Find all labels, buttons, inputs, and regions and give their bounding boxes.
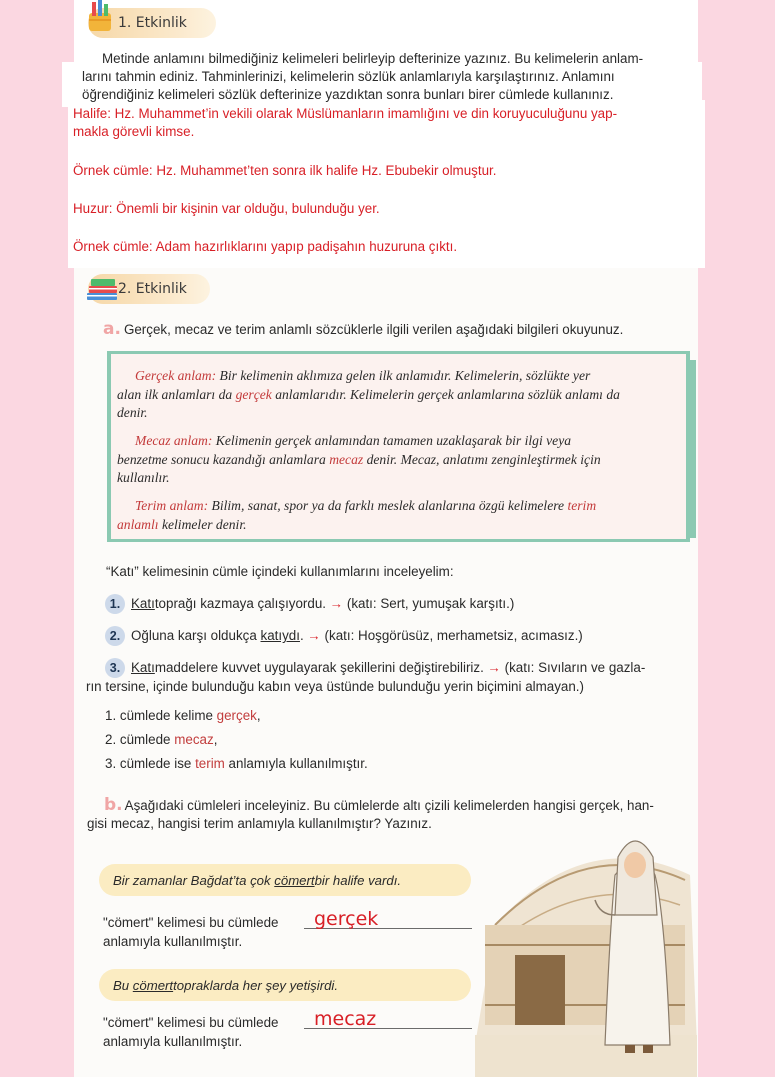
fill-2-post: anlamıyla kullanılmıştır. <box>103 1034 243 1049</box>
fill-1-post: anlamıyla kullanılmıştır. <box>103 934 243 949</box>
real-line2a: alan ilk anlamları da <box>117 386 236 402</box>
activity1-instructions <box>82 50 692 104</box>
example-2 <box>105 626 583 646</box>
kati-intro: “Katı” kelimesinin cümle içindeki kullanımlarını inceleyelim: <box>106 564 454 579</box>
summary-text: 3. cümlede ise <box>105 756 196 771</box>
sentence-1 <box>99 864 471 896</box>
intro-line-3: öğrendiğiniz kelimeleri sözlük defterinize yazdıktan sonra bunları birer cümlede kullanınız. <box>82 87 614 102</box>
example-number: 3. <box>105 658 125 678</box>
box-shadow-bar <box>690 360 696 538</box>
summary-1 <box>105 707 261 725</box>
huzur-definition: Huzur: Önemli bir kişinin var olduğu, bulunduğu yer. <box>73 201 380 216</box>
summary-post: anlamıyla kullanılmıştır. <box>224 756 368 771</box>
yurt-woman-illustration <box>475 805 697 1077</box>
intro-line-1: Metinde anlamını bilmediğiniz kelimeleri belirleyip defterinize yazınız. Bu kelimelerin anlam- <box>102 51 644 66</box>
books-icon <box>86 279 122 301</box>
example-word: katıydı <box>260 628 300 643</box>
part-b-line1: Aşağıdaki cümleleri inceleyiniz. Bu cümlelerde altı çizili kelimelerden hangisi gerçek, han- <box>124 798 654 813</box>
part-a-instruction <box>103 320 703 339</box>
activity2-title: 2. Etkinlik <box>118 281 187 297</box>
example-3-note-cont: rın tersine, içinde bulunduğu kabın veya üstünde bulunduğu yerin biçimini almayan.) <box>86 679 584 694</box>
summary-text: 1. cümlede kelime <box>105 708 217 723</box>
sentence-text: Bir zamanlar Bağdat’ta çok <box>113 872 275 888</box>
halife-definition-line1: Halife: Hz. Muhammet’in vekili olarak Müslümanların imamlığını ve din koruyuculuğunu yap- <box>73 106 618 121</box>
example-number: 1. <box>105 594 125 614</box>
example-word: Katı <box>131 596 155 611</box>
term-meaning-term: Terim anlam: <box>135 498 209 513</box>
sentence-word: cömert <box>132 977 174 993</box>
example-text: maddelere kuvvet uygulayarak şekillerini değiştirebiliriz. <box>154 660 484 675</box>
sentence-word: cömert <box>274 872 315 888</box>
mecaz-line1: Kelimenin gerçek anlamından tamamen uzaklaşarak bir ilgi veya <box>212 433 572 448</box>
mecaz-line3: kullanılır. <box>117 470 170 485</box>
real-word-gercek: gerçek <box>235 386 272 402</box>
example-note: (katı: Hoşgörüsüz, merhametsiz, acımasız.) <box>324 628 583 643</box>
term-meaning-paragraph <box>117 497 679 534</box>
terim-line2b: kelimeler denir. <box>158 516 247 532</box>
activity1-title: 1. Etkinlik <box>118 15 187 31</box>
fill-2-answer[interactable]: mecaz <box>314 1008 377 1030</box>
summary-post: , <box>256 708 261 723</box>
terim-line1a: Bilim, sanat, spor ya da farklı meslek alanlarına özgü kelimelere <box>208 498 568 513</box>
mecaz-line2b: denir. Mecaz, anlatımı zenginleştirmek için <box>363 451 601 467</box>
summary-2 <box>105 731 217 749</box>
part-a-text: Gerçek, mecaz ve terim anlamlı sözcüklerle ilgili verilen aşağıdaki bilgileri okuyunuz. <box>123 322 624 337</box>
huzur-example: Örnek cümle: Adam hazırlıklarını yapıp padişahın huzuruna çıktı. <box>73 239 458 254</box>
example-3 <box>105 658 645 678</box>
real-line3: denir. <box>117 405 148 420</box>
fill-2-pre: "cömert" kelimesi bu cümlede <box>103 1015 279 1030</box>
real-meaning-term: Gerçek anlam: <box>135 368 217 383</box>
part-b-label: b. <box>104 795 123 815</box>
real-line1: Bir kelimenin aklımıza gelen ilk anlamıdır. Kelimelerin, sözlükte yer <box>216 368 591 383</box>
mecaz-line2a: benzetme sonucu kazandığı anlamlara <box>117 451 330 467</box>
part-b-line2: gisi mecaz, hangisi terim anlamıyla kullanılmıştır? Yazınız. <box>87 816 432 831</box>
example-1 <box>105 594 514 614</box>
halife-example: Örnek cümle: Hz. Muhammet’ten sonra ilk halife Hz. Ebubekir olmuştur. <box>73 163 497 178</box>
example-number: 2. <box>105 626 125 646</box>
real-line2b: anlamlarıdır. Kelimelerin gerçek anlamlarına sözlük anlamı da <box>271 386 620 402</box>
arrow-icon: → <box>326 596 347 611</box>
summary-3 <box>105 755 368 773</box>
anlamli-word: anlamlı <box>117 516 159 532</box>
sentence-text-post: bir halife vardı. <box>314 872 402 888</box>
example-word: Katı <box>131 660 155 675</box>
part-a-label: a. <box>103 319 121 339</box>
fill-1-answer[interactable]: gerçek <box>314 908 379 930</box>
halife-definition-line2: makla görevli kimse. <box>73 124 195 139</box>
summary-word: gerçek <box>216 708 257 723</box>
example-note: (katı: Sıvıların ve gazla- <box>504 660 646 675</box>
arrow-icon: → <box>303 628 325 643</box>
fill-1-pre: "cömert" kelimesi bu cümlede <box>103 915 279 930</box>
example-text: . <box>299 628 304 643</box>
summary-text: 2. cümlede <box>105 732 175 747</box>
example-note: (katı: Sert, yumuşak karşıtı.) <box>346 596 515 611</box>
example-text: toprağı kazmaya çalışıyordu. <box>154 596 327 611</box>
sentence-text: Bu <box>113 977 133 993</box>
mecaz-meaning-paragraph <box>117 432 679 488</box>
sentence-text-post: topraklarda her şey yetişirdi. <box>173 977 339 993</box>
summary-word: terim <box>195 756 225 771</box>
mecaz-word: mecaz <box>329 451 364 467</box>
terim-word: terim <box>567 498 597 513</box>
arrow-icon: → <box>483 660 505 675</box>
summary-post: , <box>213 732 218 747</box>
intro-line-2: larını tahmin ediniz. Tahminlerinizi, kelimelerin sözlük anlamlarıyla karşılaştırınız. Anlamını <box>82 69 615 84</box>
sentence-2 <box>99 969 471 1001</box>
pencil-cup-icon <box>86 0 116 32</box>
real-meaning-paragraph <box>117 367 679 423</box>
mecaz-meaning-term: Mecaz anlam: <box>135 433 213 448</box>
example-text-pre: Oğluna karşı oldukça <box>131 628 261 643</box>
summary-word: mecaz <box>174 732 214 747</box>
answer-halife <box>73 105 703 141</box>
